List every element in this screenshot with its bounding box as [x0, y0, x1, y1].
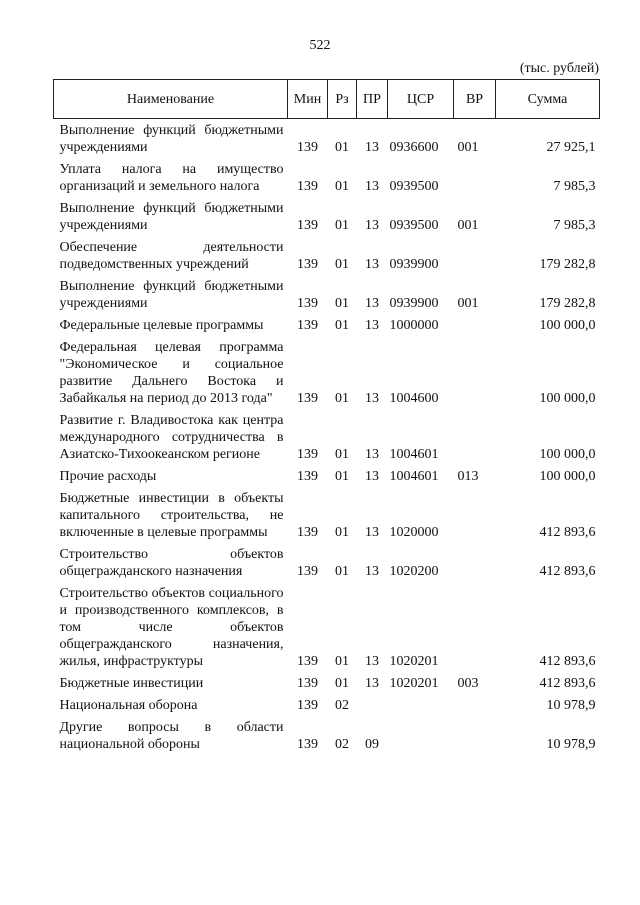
- row-pr: 13: [365, 296, 379, 311]
- row-sum: 27 925,1: [546, 140, 596, 155]
- row-sum: 100 000,0: [539, 469, 596, 484]
- table-row: [54, 334, 600, 407]
- row-vr: 003: [457, 676, 479, 691]
- row-rz: 01: [335, 218, 349, 233]
- row-name: [54, 485, 288, 541]
- row-vr: [454, 541, 496, 580]
- row-name: [54, 541, 288, 580]
- row-csr: 0939900: [389, 296, 439, 311]
- table-header-row: [54, 80, 600, 119]
- row-csr: 1004601: [389, 447, 439, 462]
- row-vr: 001: [457, 140, 479, 155]
- row-csr: 1020201: [389, 676, 439, 691]
- table-row: [54, 714, 600, 753]
- table-row: [54, 156, 600, 195]
- row-name-text: Национальная оборона: [59, 698, 198, 713]
- row-sum: 7 985,3: [553, 218, 596, 233]
- row-name: [54, 119, 288, 157]
- row-pr: 09: [365, 737, 379, 752]
- row-vr: [454, 334, 496, 407]
- row-rz: 01: [335, 179, 349, 194]
- row-name-text: Федеральная целевая программа "Экономическое и социальное развитие Дальнего Востока и Забайкалья на период до 2013 года": [59, 340, 284, 406]
- table-row: [54, 312, 600, 334]
- page-number: 522: [309, 38, 331, 53]
- row-sum: 412 893,6: [539, 676, 596, 691]
- row-sum: 7 985,3: [553, 179, 596, 194]
- table-row: [54, 119, 600, 157]
- row-name-text: Другие вопросы в области национальной обороны: [59, 720, 284, 752]
- row-min: 139: [297, 698, 318, 713]
- row-name: [54, 692, 288, 714]
- row-rz: 02: [335, 737, 349, 752]
- row-min: 139: [297, 257, 318, 272]
- table-row: [54, 485, 600, 541]
- row-name: [54, 463, 288, 485]
- row-name-text: Обеспечение деятельности подведомственных учреждений: [59, 240, 284, 272]
- row-rz: 02: [335, 698, 349, 713]
- row-csr: [388, 692, 454, 714]
- row-rz: 01: [335, 564, 349, 579]
- row-csr: [388, 714, 454, 753]
- row-pr: 13: [365, 140, 379, 155]
- row-csr: 1000000: [389, 318, 439, 333]
- row-name-text: Выполнение функций бюджетными учреждениями: [59, 123, 284, 155]
- row-name-text: Строительство объектов социального и производственного комплексов, в том числе объектов общегражданского назначения, жилья, инфраструктуры: [59, 586, 284, 669]
- row-pr: 13: [365, 469, 379, 484]
- row-name-text: Уплата налога на имущество организаций и земельного налога: [59, 162, 284, 194]
- row-name-text: Бюджетные инвестиции: [59, 676, 204, 691]
- row-csr: 1020201: [389, 654, 439, 669]
- row-pr: 13: [365, 218, 379, 233]
- row-vr: [454, 156, 496, 195]
- table-row: [54, 273, 600, 312]
- row-rz: 01: [335, 318, 349, 333]
- row-vr: [454, 312, 496, 334]
- row-name-text: Строительство объектов общегражданского назначения: [59, 547, 284, 579]
- row-vr: [454, 234, 496, 273]
- row-rz: 01: [335, 469, 349, 484]
- table-body: [54, 119, 600, 754]
- row-pr: 13: [365, 257, 379, 272]
- row-pr: 13: [365, 525, 379, 540]
- row-rz: 01: [335, 447, 349, 462]
- row-rz: 01: [335, 140, 349, 155]
- row-name: [54, 156, 288, 195]
- table-row: [54, 580, 600, 670]
- table-row: [54, 234, 600, 273]
- row-pr: 13: [365, 447, 379, 462]
- row-sum: 179 282,8: [539, 257, 596, 272]
- header-csr: ЦСР: [388, 80, 454, 119]
- row-sum: 100 000,0: [539, 318, 596, 333]
- row-csr: 0939900: [389, 257, 439, 272]
- table-row: [54, 692, 600, 714]
- row-min: 139: [297, 179, 318, 194]
- row-rz: 01: [335, 676, 349, 691]
- row-vr: 013: [457, 469, 479, 484]
- row-name: [54, 334, 288, 407]
- units-label: (тыс. рублей): [519, 61, 599, 76]
- row-sum: 412 893,6: [539, 525, 596, 540]
- row-csr: 1020000: [389, 525, 439, 540]
- table-row: [54, 407, 600, 463]
- row-vr: [454, 714, 496, 753]
- row-min: 139: [297, 676, 318, 691]
- table-row: [54, 463, 600, 485]
- row-vr: 001: [457, 296, 479, 311]
- row-name-text: Федеральные целевые программы: [59, 318, 264, 333]
- row-rz: 01: [335, 391, 349, 406]
- row-pr: [357, 692, 388, 714]
- header-sum: Сумма: [496, 80, 600, 119]
- header-pr: ПР: [357, 80, 388, 119]
- row-csr: 1020200: [389, 564, 439, 579]
- row-name: [54, 273, 288, 312]
- row-vr: [454, 485, 496, 541]
- row-name-text: Бюджетные инвестиции в объекты капитального строительства, не включенные в целевые программы: [59, 491, 284, 540]
- row-csr: 0939500: [389, 218, 439, 233]
- row-sum: 412 893,6: [539, 564, 596, 579]
- row-min: 139: [297, 447, 318, 462]
- row-name-text: Выполнение функций бюджетными учреждениями: [59, 201, 284, 233]
- row-rz: 01: [335, 525, 349, 540]
- row-rz: 01: [335, 257, 349, 272]
- table-row: [54, 195, 600, 234]
- row-pr: 13: [365, 676, 379, 691]
- row-sum: 10 978,9: [546, 737, 596, 752]
- row-csr: 0939500: [389, 179, 439, 194]
- row-name: [54, 312, 288, 334]
- row-csr: 1004600: [389, 391, 439, 406]
- row-min: 139: [297, 218, 318, 233]
- table-row: [54, 670, 600, 692]
- row-rz: 01: [335, 654, 349, 669]
- row-name: [54, 195, 288, 234]
- row-csr: 0936600: [389, 140, 439, 155]
- row-name: [54, 234, 288, 273]
- header-min: Мин: [288, 80, 328, 119]
- row-name: [54, 407, 288, 463]
- row-pr: 13: [365, 318, 379, 333]
- row-min: 139: [297, 296, 318, 311]
- row-name: [54, 580, 288, 670]
- row-min: 139: [297, 391, 318, 406]
- row-pr: 13: [365, 179, 379, 194]
- row-pr: 13: [365, 391, 379, 406]
- row-sum: 412 893,6: [539, 654, 596, 669]
- row-vr: [454, 580, 496, 670]
- table-row: [54, 541, 600, 580]
- row-min: 139: [297, 525, 318, 540]
- row-vr: [454, 692, 496, 714]
- row-sum: 179 282,8: [539, 296, 596, 311]
- row-csr: 1004601: [389, 469, 439, 484]
- row-vr: [454, 407, 496, 463]
- budget-table: [53, 79, 600, 753]
- row-min: 139: [297, 564, 318, 579]
- header-name: Наименование: [54, 80, 288, 119]
- row-pr: 13: [365, 564, 379, 579]
- row-rz: 01: [335, 296, 349, 311]
- row-sum: 10 978,9: [546, 698, 596, 713]
- row-name-text: Развитие г. Владивостока как центра международного сотрудничества в Азиатско-Тихоокеанском регионе: [59, 413, 284, 462]
- row-min: 139: [297, 654, 318, 669]
- row-vr: 001: [457, 218, 479, 233]
- row-pr: 13: [365, 654, 379, 669]
- row-name: [54, 670, 288, 692]
- header-rz: Рз: [328, 80, 357, 119]
- row-min: 139: [297, 318, 318, 333]
- row-name: [54, 714, 288, 753]
- row-sum: 100 000,0: [539, 447, 596, 462]
- row-min: 139: [297, 140, 318, 155]
- header-vr: ВР: [454, 80, 496, 119]
- row-min: 139: [297, 737, 318, 752]
- row-min: 139: [297, 469, 318, 484]
- row-name-text: Выполнение функций бюджетными учреждениями: [59, 279, 284, 311]
- row-sum: 100 000,0: [539, 391, 596, 406]
- row-name-text: Прочие расходы: [59, 469, 157, 484]
